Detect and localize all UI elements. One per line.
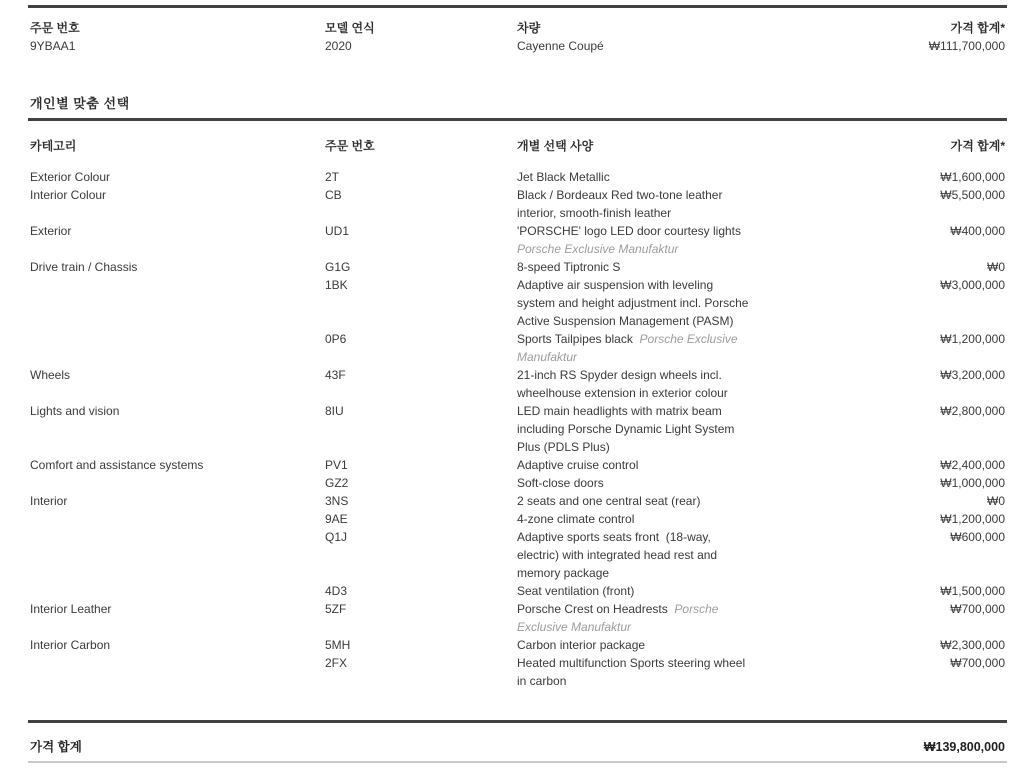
footer-divider <box>28 720 1007 723</box>
spec-line <box>517 618 845 636</box>
spec-line <box>517 276 845 294</box>
table-row <box>30 366 1005 402</box>
category-cell <box>30 528 325 582</box>
category-cell <box>30 510 325 528</box>
code-cell: 8IU <box>325 404 344 418</box>
code-cell: GZ2 <box>325 476 349 490</box>
spec-cell <box>517 600 845 636</box>
code-cell: 3NS <box>325 494 349 508</box>
table-row <box>30 276 1005 330</box>
doc-header <box>30 19 1005 55</box>
spec-line <box>517 564 845 582</box>
spec-line <box>517 582 845 600</box>
spec-cell <box>517 276 845 330</box>
spec-line <box>517 384 845 402</box>
grand-total-value: ₩139,800,000 <box>923 740 1005 754</box>
spec-line <box>517 438 845 456</box>
table-row <box>30 456 1005 474</box>
bottom-divider <box>28 761 1007 763</box>
spec-cell <box>517 366 845 402</box>
table-row <box>30 258 1005 276</box>
code-cell: 2T <box>325 170 340 184</box>
vehicle-value: Cayenne Coupé <box>517 39 604 53</box>
spec-text: wheelhouse extension in exterior colour <box>517 386 728 400</box>
spec-text: including Porsche Dynamic Light System <box>517 422 735 436</box>
spec-cell <box>517 222 845 258</box>
spec-text: LED main headlights with matrix beam <box>517 404 722 418</box>
spec-text: Sports Tailpipes black <box>517 332 640 346</box>
spec-text: electric) with integrated head rest and <box>517 548 718 562</box>
price-cell: ₩1,600,000 <box>940 170 1005 184</box>
spec-text: 8-speed Tiptronic S <box>517 260 621 274</box>
category-cell: Lights and vision <box>30 404 120 418</box>
top-divider <box>28 5 1007 8</box>
spec-cell <box>517 186 845 222</box>
category-cell: Interior <box>30 494 68 508</box>
spec-cell <box>517 456 845 474</box>
table-row <box>30 330 1005 366</box>
price-cell: ₩3,000,000 <box>940 278 1005 292</box>
table-header <box>30 137 1005 155</box>
code-cell: PV1 <box>325 458 348 472</box>
spec-line <box>517 528 845 546</box>
spec-line <box>517 474 845 492</box>
price-cell: ₩2,800,000 <box>940 404 1005 418</box>
spec-text: in carbon <box>517 674 567 688</box>
price-cell: ₩700,000 <box>950 656 1005 670</box>
spec-line <box>517 546 845 564</box>
table-row <box>30 528 1005 582</box>
category-cell: Drive train / Chassis <box>30 260 138 274</box>
spec-line <box>517 294 845 312</box>
order-number-label: 주문 번호 <box>30 21 80 35</box>
spec-line <box>517 366 845 384</box>
spec-text: Soft-close doors <box>517 476 604 490</box>
price-cell: ₩2,400,000 <box>940 458 1005 472</box>
spec-text: Carbon interior package <box>517 638 646 652</box>
code-cell: CB <box>325 188 342 202</box>
category-cell: Wheels <box>30 368 71 382</box>
code-cell: 43F <box>325 368 346 382</box>
spec-text: Heated multifunction Sports steering wheel <box>517 656 746 670</box>
price-cell: ₩600,000 <box>950 530 1005 544</box>
category-cell: Interior Carbon <box>30 638 111 652</box>
price-cell: ₩700,000 <box>950 602 1005 616</box>
spec-text: system and height adjustment incl. Porsche <box>517 296 749 310</box>
price-cell: ₩1,200,000 <box>940 512 1005 526</box>
code-cell: 5ZF <box>325 602 347 616</box>
spec-line <box>517 168 845 186</box>
code-cell: 9AE <box>325 512 348 526</box>
spec-text: memory package <box>517 566 610 580</box>
table-row <box>30 654 1005 690</box>
price-cell: ₩1,000,000 <box>940 476 1005 490</box>
code-cell: UD1 <box>325 224 350 238</box>
grand-total-label: 가격 합계 <box>30 740 82 754</box>
spec-line <box>517 456 845 474</box>
price-cell: ₩0 <box>987 260 1005 274</box>
price-cell: ₩2,300,000 <box>940 638 1005 652</box>
manufaktur-label: Manufaktur <box>517 350 578 364</box>
table-row <box>30 510 1005 528</box>
table-row <box>30 402 1005 456</box>
spec-column-header: 개별 선택 사양 <box>517 139 594 153</box>
code-cell: 1BK <box>325 278 348 292</box>
section-title: 개인별 맞춤 선택 <box>30 96 130 111</box>
category-cell: Comfort and assistance systems <box>30 458 204 472</box>
table-row <box>30 492 1005 510</box>
spec-cell <box>517 330 845 366</box>
table-row <box>30 636 1005 654</box>
code-column-header: 주문 번호 <box>325 139 375 153</box>
category-cell <box>30 582 325 600</box>
table-row <box>30 582 1005 600</box>
grand-total-row <box>30 738 1005 756</box>
category-cell <box>30 276 325 330</box>
spec-line <box>517 510 845 528</box>
category-cell <box>30 654 325 690</box>
spec-line <box>517 402 845 420</box>
category-cell: Interior Leather <box>30 602 112 616</box>
spec-line <box>517 222 845 240</box>
code-cell: 4D3 <box>325 584 348 598</box>
spec-text: 'PORSCHE' logo LED door courtesy lights <box>517 224 742 238</box>
vehicle-label: 차량 <box>517 21 541 35</box>
spec-text: Black / Bordeaux Red two-tone leather <box>517 188 723 202</box>
spec-text: Adaptive sports seats front (18-way, <box>517 530 711 544</box>
code-cell: 0P6 <box>325 332 347 346</box>
price-cell: ₩1,500,000 <box>940 584 1005 598</box>
spec-cell <box>517 510 845 528</box>
code-cell: 2FX <box>325 656 348 670</box>
spec-text: Porsche Crest on Headrests <box>517 602 675 616</box>
price-total-value: ₩111,700,000 <box>928 39 1005 53</box>
table-row <box>30 168 1005 186</box>
price-cell: ₩400,000 <box>950 224 1005 238</box>
model-year-value: 2020 <box>325 39 352 53</box>
price-cell: ₩0 <box>987 494 1005 508</box>
manufaktur-label: Exclusive Manufaktur <box>517 620 632 634</box>
spec-text: Seat ventilation (front) <box>517 584 635 598</box>
price-cell: ₩5,500,000 <box>940 188 1005 202</box>
spec-line <box>517 420 845 438</box>
spec-text: Active Suspension Management (PASM) <box>517 314 734 328</box>
spec-line <box>517 654 845 672</box>
code-cell: 5MH <box>325 638 351 652</box>
spec-text: Adaptive air suspension with leveling <box>517 278 714 292</box>
spec-cell <box>517 474 845 492</box>
spec-line <box>517 240 845 258</box>
spec-cell <box>517 654 845 690</box>
order-number-value: 9YBAA1 <box>30 39 76 53</box>
spec-cell <box>517 168 845 186</box>
price-cell: ₩1,200,000 <box>940 332 1005 346</box>
code-cell: Q1J <box>325 530 348 544</box>
spec-line <box>517 492 845 510</box>
price-total-label: 가격 합계* <box>950 21 1005 35</box>
manufaktur-label: Porsche Exclusive <box>639 332 738 346</box>
spec-line <box>517 672 845 690</box>
spec-line <box>517 600 845 618</box>
spec-text: interior, smooth-finish leather <box>517 206 672 220</box>
spec-text: 21-inch RS Spyder design wheels incl. <box>517 368 722 382</box>
section-divider <box>28 118 1007 121</box>
manufaktur-label: Porsche <box>674 602 719 616</box>
spec-cell <box>517 402 845 456</box>
spec-text: Plus (PDLS Plus) <box>517 440 610 454</box>
spec-line <box>517 258 845 276</box>
spec-line <box>517 312 845 330</box>
spec-line <box>517 330 845 348</box>
category-cell <box>30 474 325 492</box>
spec-line <box>517 204 845 222</box>
category-column-header: 카테고리 <box>30 139 77 153</box>
spec-cell <box>517 582 845 600</box>
category-cell: Interior Colour <box>30 188 107 202</box>
spec-cell <box>517 636 845 654</box>
spec-cell <box>517 492 845 510</box>
options-table-body <box>30 168 1005 690</box>
category-cell: Exterior Colour <box>30 170 111 184</box>
spec-line <box>517 348 845 366</box>
table-row <box>30 186 1005 222</box>
spec-text: Adaptive cruise control <box>517 458 639 472</box>
table-row <box>30 222 1005 258</box>
category-cell <box>30 330 325 366</box>
code-cell: G1G <box>325 260 351 274</box>
spec-text: 4-zone climate control <box>517 512 635 526</box>
table-row <box>30 474 1005 492</box>
spec-text: 2 seats and one central seat (rear) <box>517 494 701 508</box>
spec-line <box>517 186 845 204</box>
spec-text: Jet Black Metallic <box>517 170 610 184</box>
spec-cell <box>517 258 845 276</box>
spec-cell <box>517 528 845 582</box>
price-column-header: 가격 합계* <box>950 139 1005 153</box>
price-cell: ₩3,200,000 <box>940 368 1005 382</box>
manufaktur-label: Porsche Exclusive Manufaktur <box>517 242 679 256</box>
model-year-label: 모델 연식 <box>325 21 375 35</box>
category-cell: Exterior <box>30 224 72 238</box>
spec-line <box>517 636 845 654</box>
table-row <box>30 600 1005 636</box>
